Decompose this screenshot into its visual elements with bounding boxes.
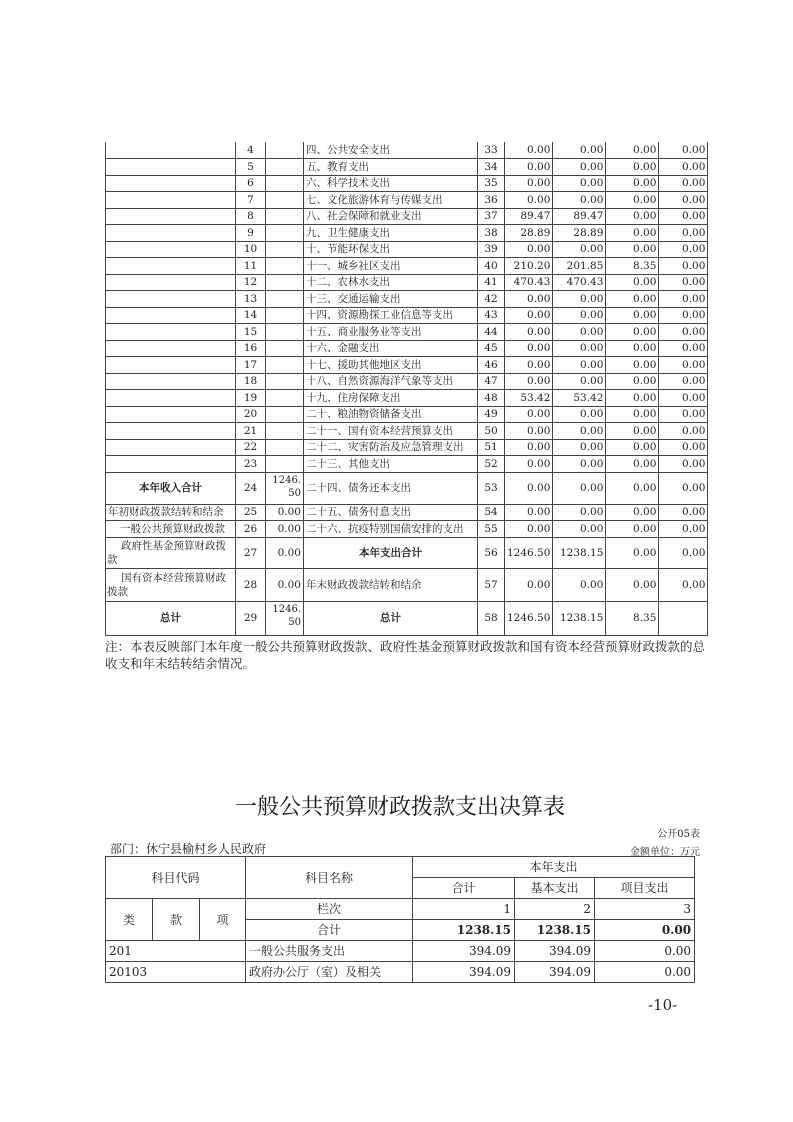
expense-capital: 0.00 [659, 307, 708, 324]
expense-total: 0.00 [505, 504, 553, 520]
income-amount [266, 357, 304, 374]
expense-total: 0.00 [505, 159, 553, 176]
income-label: 本年收入合计 [106, 472, 236, 504]
row-basic: 394.09 [515, 941, 595, 962]
expense-label: 二十二、灾害防治及应急管理支出 [304, 439, 478, 456]
income-label [106, 241, 236, 258]
expense-fund: 0.00 [606, 520, 659, 537]
income-label: 总计 [106, 601, 236, 635]
table-row [106, 291, 708, 308]
header-basic: 基本支出 [515, 878, 595, 899]
summary-row-income-total [106, 472, 708, 504]
income-line-no: 20 [236, 406, 266, 423]
income-amount [266, 274, 304, 291]
header-total: 合计 [413, 878, 515, 899]
expense-capital: 0.00 [659, 472, 708, 504]
expense-line-no: 55 [478, 520, 505, 537]
expense-capital: 0.00 [659, 406, 708, 423]
expense-capital: 0.00 [659, 390, 708, 407]
income-amount [266, 258, 304, 275]
expense-label: 年末财政拨款结转和结余 [304, 568, 478, 601]
expense-fund: 0.00 [606, 472, 659, 504]
expense-label: 十九、住房保障支出 [304, 390, 478, 407]
income-label [106, 357, 236, 374]
expense-label: 十四、资源勘探工业信息等支出 [304, 307, 478, 324]
income-label [106, 192, 236, 209]
table-note: 注：本表反映部门本年度一般公共预算财政拨款、政府性基金预算财政拨款和国有资本经营预算财政拨款的总收支和年末结转结余情况。 [105, 639, 706, 671]
expense-total: 210.20 [505, 258, 553, 275]
expense-general: 0.00 [553, 241, 606, 258]
expense-general: 0.00 [553, 423, 606, 440]
row-project: 0.00 [595, 941, 695, 962]
income-line-no: 19 [236, 390, 266, 407]
income-label: 年初财政拨款结转和结余 [106, 504, 236, 520]
expense-line-no: 37 [478, 208, 505, 225]
expense-fund: 0.00 [606, 225, 659, 242]
expense-fund: 0.00 [606, 406, 659, 423]
income-line-no: 27 [236, 537, 266, 568]
expense-general: 1238.15 [553, 537, 606, 568]
expense-total: 0.00 [505, 291, 553, 308]
table-row [106, 159, 708, 176]
row-code: 20103 [106, 962, 246, 983]
income-amount [266, 373, 304, 390]
income-line-no: 12 [236, 274, 266, 291]
income-amount [266, 340, 304, 357]
expense-total: 0.00 [505, 406, 553, 423]
income-line-no: 5 [236, 159, 266, 176]
expense-line-no: 40 [478, 258, 505, 275]
expense-fund: 0.00 [606, 307, 659, 324]
table-row [106, 941, 695, 962]
expense-capital: 0.00 [659, 520, 708, 537]
income-label [106, 456, 236, 473]
expense-capital: 0.00 [659, 439, 708, 456]
expense-fund: 0.00 [606, 340, 659, 357]
row-total: 394.09 [413, 962, 515, 983]
row-name: 一般公共服务支出 [246, 941, 413, 962]
income-amount [266, 142, 304, 159]
table-row [106, 175, 708, 192]
income-line-no: 18 [236, 373, 266, 390]
expense-capital: 0.00 [659, 537, 708, 568]
table-row [106, 357, 708, 374]
expense-line-no: 34 [478, 159, 505, 176]
table-row [106, 274, 708, 291]
expense-capital: 0.00 [659, 456, 708, 473]
table-row [106, 423, 708, 440]
expense-label: 十七、援助其他地区支出 [304, 357, 478, 374]
lanci-1: 1 [413, 899, 515, 920]
lanci-2: 2 [515, 899, 595, 920]
expense-general: 0.00 [553, 307, 606, 324]
income-line-no: 15 [236, 324, 266, 341]
summary-row-state-capital [106, 568, 708, 601]
income-line-no: 23 [236, 456, 266, 473]
income-amount: 0.00 [266, 568, 304, 601]
budget-summary-table [105, 142, 708, 636]
page-number: -10- [648, 996, 678, 1014]
total-project: 0.00 [595, 920, 695, 941]
expense-general: 201.85 [553, 258, 606, 275]
expense-general: 0.00 [553, 192, 606, 209]
table-row [106, 241, 708, 258]
income-amount: 0.00 [266, 520, 304, 537]
expense-total: 0.00 [505, 520, 553, 537]
income-amount [266, 225, 304, 242]
income-line-no: 26 [236, 520, 266, 537]
expense-total: 0.00 [505, 439, 553, 456]
income-line-no: 14 [236, 307, 266, 324]
expense-total: 0.00 [505, 241, 553, 258]
table-row [106, 439, 708, 456]
income-line-no: 6 [236, 175, 266, 192]
expense-fund: 0.00 [606, 456, 659, 473]
expense-label: 十三、交通运输支出 [304, 291, 478, 308]
expense-line-no: 47 [478, 373, 505, 390]
expense-general: 0.00 [553, 373, 606, 390]
expense-fund: 0.00 [606, 241, 659, 258]
expense-total: 53.42 [505, 390, 553, 407]
expense-line-no: 50 [478, 423, 505, 440]
expense-general: 0.00 [553, 472, 606, 504]
expense-line-no: 54 [478, 504, 505, 520]
expense-line-no: 48 [478, 390, 505, 407]
income-line-no: 16 [236, 340, 266, 357]
expense-total: 0.00 [505, 472, 553, 504]
expense-label: 五、教育支出 [304, 159, 478, 176]
expense-label: 十六、金融支出 [304, 340, 478, 357]
expense-fund: 0.00 [606, 504, 659, 520]
expense-general: 0.00 [553, 324, 606, 341]
expense-general: 0.00 [553, 568, 606, 601]
expense-line-no: 33 [478, 142, 505, 159]
expense-label: 十、节能环保支出 [304, 241, 478, 258]
income-line-no: 29 [236, 601, 266, 635]
income-amount [266, 159, 304, 176]
expense-general: 53.42 [553, 390, 606, 407]
expense-total: 1246.50 [505, 601, 553, 635]
expense-fund: 0.00 [606, 274, 659, 291]
expense-label: 七、文化旅游体育与传媒支出 [304, 192, 478, 209]
total-sum: 1238.15 [413, 920, 515, 941]
income-amount: 0.00 [266, 504, 304, 520]
income-line-no: 28 [236, 568, 266, 601]
expense-capital: 0.00 [659, 340, 708, 357]
income-label [106, 307, 236, 324]
expense-label: 十一、城乡社区支出 [304, 258, 478, 275]
table-row [106, 373, 708, 390]
expense-fund: 0.00 [606, 208, 659, 225]
income-amount [266, 241, 304, 258]
income-label [106, 373, 236, 390]
expense-label: 二十五、债务付息支出 [304, 504, 478, 520]
table-row [106, 258, 708, 275]
expense-capital: 0.00 [659, 357, 708, 374]
income-amount [266, 439, 304, 456]
expense-line-no: 53 [478, 472, 505, 504]
expense-line-no: 52 [478, 456, 505, 473]
expense-capital: 0.00 [659, 241, 708, 258]
table-row [106, 307, 708, 324]
expense-fund: 0.00 [606, 357, 659, 374]
summary-row-carryover-begin [106, 504, 708, 520]
expense-fund: 0.00 [606, 423, 659, 440]
expense-label: 二十一、国有资本经营预算支出 [304, 423, 478, 440]
expense-line-no: 57 [478, 568, 505, 601]
page-title: 一般公共预算财政拨款支出决算表 [234, 795, 565, 820]
expense-label: 六、科学技术支出 [304, 175, 478, 192]
expense-label: 九、卫生健康支出 [304, 225, 478, 242]
income-amount [266, 175, 304, 192]
expense-capital [659, 601, 708, 635]
row-code: 201 [106, 941, 246, 962]
expense-total: 89.47 [505, 208, 553, 225]
expense-total: 0.00 [505, 192, 553, 209]
expense-capital: 0.00 [659, 373, 708, 390]
income-amount: 0.00 [266, 537, 304, 568]
income-line-no: 4 [236, 142, 266, 159]
expense-fund: 0.00 [606, 159, 659, 176]
income-label [106, 208, 236, 225]
expense-fund: 0.00 [606, 142, 659, 159]
expense-capital: 0.00 [659, 142, 708, 159]
income-amount [266, 324, 304, 341]
table-row [106, 142, 708, 159]
expense-capital: 0.00 [659, 423, 708, 440]
income-line-no: 24 [236, 472, 266, 504]
table-row [106, 192, 708, 209]
income-amount [266, 291, 304, 308]
expense-general: 0.00 [553, 456, 606, 473]
expense-line-no: 38 [478, 225, 505, 242]
income-label [106, 324, 236, 341]
row-project: 0.00 [595, 962, 695, 983]
expense-fund: 8.35 [606, 258, 659, 275]
income-label [106, 225, 236, 242]
expense-general: 89.47 [553, 208, 606, 225]
table-row [106, 456, 708, 473]
income-label [106, 175, 236, 192]
general-budget-expenditure-table [105, 856, 695, 983]
expense-capital: 0.00 [659, 225, 708, 242]
expense-fund: 0.00 [606, 568, 659, 601]
income-line-no: 11 [236, 258, 266, 275]
expense-capital: 0.00 [659, 258, 708, 275]
income-amount [266, 406, 304, 423]
expense-total: 0.00 [505, 142, 553, 159]
header-kuan: 款 [153, 899, 200, 941]
income-label [106, 142, 236, 159]
expense-total: 1246.50 [505, 537, 553, 568]
income-amount: 1246.50 [266, 472, 304, 504]
income-label [106, 291, 236, 308]
expense-general: 0.00 [553, 520, 606, 537]
amount-unit: 金额单位：万元 [630, 847, 700, 858]
expense-capital: 0.00 [659, 291, 708, 308]
table-row [106, 962, 695, 983]
lanci-label: 栏次 [246, 899, 413, 920]
expense-total: 0.00 [505, 324, 553, 341]
expense-general: 0.00 [553, 291, 606, 308]
header-subject-name: 科目名称 [246, 857, 413, 899]
expense-general: 0.00 [553, 357, 606, 374]
expense-label: 二十四、债务还本支出 [304, 472, 478, 504]
expense-general: 0.00 [553, 340, 606, 357]
department-label: 部门：休宁县榆村乡人民政府 [110, 842, 267, 856]
row-total: 394.09 [413, 941, 515, 962]
header-project: 项目支出 [595, 878, 695, 899]
income-label: 政府性基金预算财政拨款 [106, 537, 236, 568]
expense-fund: 0.00 [606, 373, 659, 390]
expense-line-no: 51 [478, 439, 505, 456]
expense-total: 0.00 [505, 175, 553, 192]
expense-line-no: 58 [478, 601, 505, 635]
expense-line-no: 46 [478, 357, 505, 374]
expense-fund: 0.00 [606, 291, 659, 308]
expense-label: 八、社会保障和就业支出 [304, 208, 478, 225]
summary-row-general-budget [106, 520, 708, 537]
expense-fund: 8.35 [606, 601, 659, 635]
expense-general: 0.00 [553, 439, 606, 456]
expense-label: 二十六、抗疫特别国债安排的支出 [304, 520, 478, 537]
table-row [106, 340, 708, 357]
expense-capital: 0.00 [659, 192, 708, 209]
header-lei: 类 [106, 899, 153, 941]
expense-capital: 0.00 [659, 208, 708, 225]
expense-capital: 0.00 [659, 324, 708, 341]
income-line-no: 22 [236, 439, 266, 456]
header-year-expenditure: 本年支出 [413, 857, 695, 878]
income-label [106, 258, 236, 275]
income-amount [266, 456, 304, 473]
summary-row-gov-fund [106, 537, 708, 568]
expense-label: 十八、自然资源海洋气象等支出 [304, 373, 478, 390]
total-label: 合计 [246, 920, 413, 941]
expense-label: 十二、农林水支出 [304, 274, 478, 291]
expense-general: 0.00 [553, 142, 606, 159]
expense-total: 0.00 [505, 456, 553, 473]
income-line-no: 25 [236, 504, 266, 520]
expense-total: 0.00 [505, 340, 553, 357]
income-amount [266, 423, 304, 440]
header-xiang: 项 [200, 899, 246, 941]
expense-fund: 0.00 [606, 192, 659, 209]
expense-capital: 0.00 [659, 274, 708, 291]
income-line-no: 13 [236, 291, 266, 308]
expense-total: 470.43 [505, 274, 553, 291]
expense-capital: 0.00 [659, 568, 708, 601]
income-label [106, 406, 236, 423]
expense-total: 0.00 [505, 373, 553, 390]
table-row [106, 324, 708, 341]
income-line-no: 17 [236, 357, 266, 374]
expense-line-no: 39 [478, 241, 505, 258]
expense-general: 0.00 [553, 504, 606, 520]
expense-total: 0.00 [505, 568, 553, 601]
income-amount: 1246.50 [266, 601, 304, 635]
income-label [106, 159, 236, 176]
expense-total: 0.00 [505, 423, 553, 440]
expense-line-no: 44 [478, 324, 505, 341]
income-amount [266, 307, 304, 324]
expense-fund: 0.00 [606, 439, 659, 456]
income-label [106, 439, 236, 456]
expense-general: 470.43 [553, 274, 606, 291]
expense-fund: 0.00 [606, 175, 659, 192]
income-line-no: 21 [236, 423, 266, 440]
income-label [106, 423, 236, 440]
expense-general: 1238.15 [553, 601, 606, 635]
income-amount [266, 390, 304, 407]
summary-row-grand-total [106, 601, 708, 635]
income-line-no: 8 [236, 208, 266, 225]
expense-line-no: 56 [478, 537, 505, 568]
expense-label: 四、公共安全支出 [304, 142, 478, 159]
expense-capital: 0.00 [659, 175, 708, 192]
header-subject-code: 科目代码 [106, 857, 246, 899]
expense-fund: 0.00 [606, 324, 659, 341]
expense-label: 十五、商业服务业等支出 [304, 324, 478, 341]
expense-general: 0.00 [553, 159, 606, 176]
expense-general: 0.00 [553, 175, 606, 192]
expense-fund: 0.00 [606, 390, 659, 407]
expense-label: 本年支出合计 [304, 537, 478, 568]
income-label [106, 390, 236, 407]
income-label: 国有资本经营预算财政拨款 [106, 568, 236, 601]
income-amount [266, 208, 304, 225]
expense-capital: 0.00 [659, 504, 708, 520]
row-name: 政府办公厅（室）及相关 [246, 962, 413, 983]
table-row [106, 406, 708, 423]
income-label: 一般公共预算财政拨款 [106, 520, 236, 537]
form-number: 公开05表 [657, 829, 700, 840]
income-label [106, 274, 236, 291]
table-row [106, 225, 708, 242]
expense-total: 0.00 [505, 307, 553, 324]
expense-fund: 0.00 [606, 537, 659, 568]
total-basic: 1238.15 [515, 920, 595, 941]
expense-capital: 0.00 [659, 159, 708, 176]
income-amount [266, 192, 304, 209]
expense-label: 二十三、其他支出 [304, 456, 478, 473]
income-line-no: 10 [236, 241, 266, 258]
income-label [106, 340, 236, 357]
expense-total: 0.00 [505, 357, 553, 374]
expense-line-no: 49 [478, 406, 505, 423]
expense-label: 总计 [304, 601, 478, 635]
expense-label: 二十、粮油物资储备支出 [304, 406, 478, 423]
expense-total: 28.89 [505, 225, 553, 242]
expense-line-no: 42 [478, 291, 505, 308]
table-row [106, 208, 708, 225]
expense-line-no: 45 [478, 340, 505, 357]
income-line-no: 9 [236, 225, 266, 242]
lanci-3: 3 [595, 899, 695, 920]
table-row [106, 390, 708, 407]
expense-line-no: 41 [478, 274, 505, 291]
expense-line-no: 43 [478, 307, 505, 324]
expense-line-no: 36 [478, 192, 505, 209]
expense-line-no: 35 [478, 175, 505, 192]
expense-general: 0.00 [553, 406, 606, 423]
row-basic: 394.09 [515, 962, 595, 983]
expense-general: 28.89 [553, 225, 606, 242]
income-line-no: 7 [236, 192, 266, 209]
